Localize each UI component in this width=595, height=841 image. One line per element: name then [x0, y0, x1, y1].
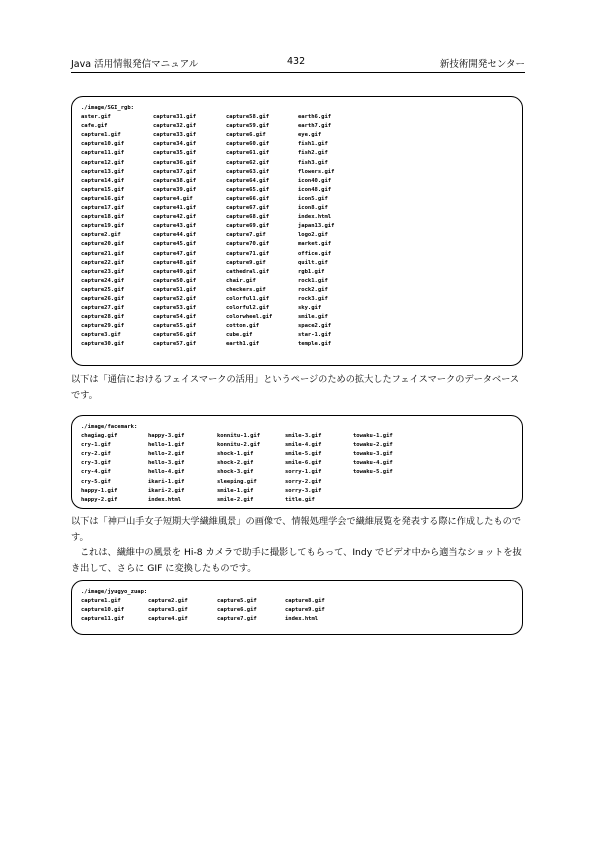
file-name: rock3.gif [298, 295, 328, 302]
file-name: capture66.gif [226, 195, 270, 202]
file-name: capture50.gif [153, 277, 197, 284]
file-name: icon48.gif [298, 186, 332, 193]
paragraph-text: 以下は「神戸山手女子短期大学繊維風景」の画像で、情報処理学会で繊維展覧を発表する際に作成したものです。 [71, 516, 522, 543]
file-column [285, 597, 325, 624]
file-name: happy-3.gif [148, 433, 185, 440]
file-name: market.gif [298, 241, 332, 248]
file-name: rock1.gif [298, 277, 328, 284]
file-name: smile.gif [298, 314, 328, 321]
file-name: capture11.gif [81, 616, 125, 623]
file-name: eye.gif [298, 132, 322, 139]
file-name: capture32.gif [153, 123, 197, 130]
file-name: konnitu-2.gif [217, 442, 261, 449]
file-name: smile-1.gif [217, 487, 254, 494]
file-column [81, 432, 117, 505]
file-name: capture45.gif [153, 241, 197, 248]
file-name: capture9.gif [285, 607, 325, 614]
file-name: capture56.gif [153, 332, 197, 339]
file-name: capture69.gif [226, 223, 270, 230]
file-name: happy-2.gif [81, 496, 118, 503]
file-name: capture35.gif [153, 150, 197, 157]
file-column [148, 597, 188, 624]
file-name: capture12.gif [81, 159, 125, 166]
file-column [217, 597, 257, 624]
file-name: capture3.gif [81, 332, 121, 339]
file-name: capture26.gif [81, 295, 125, 302]
file-name: capture68.gif [226, 214, 270, 221]
file-name: sorry-1.gif [285, 469, 322, 476]
file-name: shock-2.gif [217, 460, 254, 467]
file-name: capture43.gif [153, 223, 197, 230]
file-name: capture17.gif [81, 205, 125, 212]
file-name: konnitu-1.gif [217, 433, 261, 440]
file-name: capture64.gif [226, 177, 270, 184]
paragraph-text: 以下は「通信におけるフェイスマークの活用」というページのための拡大したフェイスマークのデータベースです。 [71, 374, 520, 401]
file-name: capture15.gif [81, 186, 125, 193]
file-name: capture65.gif [226, 186, 270, 193]
file-name: chair.gif [226, 277, 256, 284]
file-name: icon40.gif [298, 177, 332, 184]
directory-listing-facemark [71, 415, 523, 509]
file-column [153, 113, 196, 349]
file-name: smile-3.gif [285, 433, 322, 440]
file-name: capture14.gif [81, 177, 125, 184]
file-name: space2.gif [298, 323, 332, 330]
file-name: capture13.gif [81, 168, 125, 175]
file-name: colorful1.gif [226, 295, 270, 302]
file-name: capture29.gif [81, 323, 125, 330]
file-name: cathedral.gif [226, 268, 270, 275]
file-name: icon8.gif [298, 205, 328, 212]
file-name: cry-4.gif [81, 469, 111, 476]
file-name: smile-4.gif [285, 442, 322, 449]
file-name: cry-2.gif [81, 451, 111, 458]
file-name: capture21.gif [81, 250, 125, 257]
file-name: capture16.gif [81, 195, 125, 202]
file-name: capture25.gif [81, 286, 125, 293]
file-name: japan13.gif [298, 223, 335, 230]
file-name: sleeping.gif [217, 478, 257, 485]
file-name: flowers.gif [298, 168, 335, 175]
file-name: capture24.gif [81, 277, 125, 284]
file-name: logo2.gif [298, 232, 328, 239]
file-name: capture63.gif [226, 168, 270, 175]
file-column [226, 113, 272, 349]
file-name: capture39.gif [153, 186, 197, 193]
file-name: capture28.gif [81, 314, 125, 321]
file-name: capture2.gif [148, 598, 188, 605]
listing-path: ./image/SGI_rgb: [81, 105, 134, 111]
file-column [285, 432, 321, 505]
file-name: cry-1.gif [81, 442, 111, 449]
file-name: earth7.gif [298, 123, 332, 130]
file-name: sky.gif [298, 305, 322, 312]
file-name: capture27.gif [81, 305, 125, 312]
file-name: sorry-3.gif [285, 487, 322, 494]
file-name: ikari-1.gif [148, 478, 185, 485]
file-name: capture19.gif [81, 223, 125, 230]
file-name: fish1.gif [298, 141, 328, 148]
file-name: checkers.gif [226, 286, 266, 293]
file-name: capture23.gif [81, 268, 125, 275]
file-name: capture71.gif [226, 250, 270, 257]
file-name: capture11.gif [81, 150, 125, 157]
file-name: capture22.gif [81, 259, 125, 266]
file-column [298, 113, 334, 349]
file-name: smile-5.gif [285, 451, 322, 458]
file-name: capture1.gif [81, 598, 121, 605]
file-name: towaku-3.gif [353, 451, 393, 458]
file-name: capture55.gif [153, 323, 197, 330]
file-name: shock-3.gif [217, 469, 254, 476]
file-name: capture60.gif [226, 141, 270, 148]
file-name: capture2.gif [81, 232, 121, 239]
file-name: capture62.gif [226, 159, 270, 166]
file-name: hello-4.gif [148, 469, 185, 476]
file-name: happy-1.gif [81, 487, 118, 494]
page-number: 432 [287, 56, 306, 67]
file-name: office.gif [298, 250, 332, 257]
file-name: capture7.gif [217, 616, 257, 623]
file-name: capture57.gif [153, 341, 197, 348]
file-name: hello-1.gif [148, 442, 185, 449]
file-name: capture10.gif [81, 141, 125, 148]
file-name: capture54.gif [153, 314, 197, 321]
file-name: capture31.gif [153, 114, 197, 121]
file-name: rock2.gif [298, 286, 328, 293]
file-name: capture3.gif [148, 607, 188, 614]
file-column [81, 113, 124, 349]
file-name: colorwheel.gif [226, 314, 273, 321]
file-name: ikari-2.gif [148, 487, 185, 494]
file-name: towaku-4.gif [353, 460, 393, 467]
file-name: capture8.gif [285, 598, 325, 605]
file-name: fish3.gif [298, 159, 328, 166]
file-name: capture18.gif [81, 214, 125, 221]
file-name: towaku-5.gif [353, 469, 393, 476]
file-name: colorful2.gif [226, 305, 270, 312]
file-name: capture1.gif [81, 132, 121, 139]
header-title: Java 活用情報発信マニュアル [71, 59, 199, 70]
page-header [71, 56, 525, 70]
file-name: capture30.gif [81, 341, 125, 348]
file-name: chagiag.gif [81, 433, 118, 440]
file-name: earth6.gif [298, 114, 332, 121]
directory-listing-sgi-rgb [71, 96, 523, 366]
file-name: cry-3.gif [81, 460, 111, 467]
file-name: icon5.gif [298, 195, 328, 202]
file-name: capture33.gif [153, 132, 197, 139]
file-name: quilt.gif [298, 259, 328, 266]
file-name: capture51.gif [153, 286, 197, 293]
file-name: capture9.gif [226, 259, 266, 266]
file-name: capture58.gif [226, 114, 270, 121]
file-column [353, 432, 393, 477]
file-name: capture6.gif [226, 132, 266, 139]
file-name: capture53.gif [153, 305, 197, 312]
file-name: capture36.gif [153, 159, 197, 166]
file-name: rgb1.gif [298, 268, 325, 275]
file-name: capture20.gif [81, 241, 125, 248]
file-name: capture6.gif [217, 607, 257, 614]
file-column [148, 432, 184, 505]
file-name: capture4.gif [153, 195, 193, 202]
file-name: smile-6.gif [285, 460, 322, 467]
header-organization: 新技術開発センター [439, 59, 525, 70]
file-name: towaku-1.gif [353, 433, 393, 440]
listing-path: ./image/facemark: [81, 424, 138, 430]
file-name: capture42.gif [153, 214, 197, 221]
file-name: hello-3.gif [148, 460, 185, 467]
file-name: cube.gif [226, 332, 253, 339]
paragraph-text: これは、繊維中の風景を Hi-8 カメラで助手に撮影してもらって、Indy でビデオ中から適当なショットを抜き出して、さらに GIF に変換したものです。 [71, 547, 522, 574]
file-name: towaku-2.gif [353, 442, 393, 449]
header-rule [71, 72, 525, 73]
file-name: capture10.gif [81, 607, 125, 614]
directory-listing-jyugyo [71, 580, 523, 635]
file-name: aster.gif [81, 114, 111, 121]
file-name: capture52.gif [153, 295, 197, 302]
file-name: capture61.gif [226, 150, 270, 157]
file-name: capture38.gif [153, 177, 197, 184]
paragraph-facemark-intro [71, 372, 527, 403]
file-name: capture7.gif [226, 232, 266, 239]
file-name: capture34.gif [153, 141, 197, 148]
file-name: capture44.gif [153, 232, 197, 239]
file-name: temple.gif [298, 341, 332, 348]
file-name: capture37.gif [153, 168, 197, 175]
file-name: capture70.gif [226, 241, 270, 248]
file-name: index.html [285, 616, 319, 623]
file-name: capture67.gif [226, 205, 270, 212]
file-name: cry-5.gif [81, 478, 111, 485]
file-name: capture59.gif [226, 123, 270, 130]
listing-path: ./image/jyugyo_zuap: [81, 589, 148, 595]
file-name: capture48.gif [153, 259, 197, 266]
file-name: hello-2.gif [148, 451, 185, 458]
file-name: shock-1.gif [217, 451, 254, 458]
paragraph-campus-images [71, 514, 527, 576]
file-name: capture5.gif [217, 598, 257, 605]
file-name: capture49.gif [153, 268, 197, 275]
file-name: cafe.gif [81, 123, 108, 130]
file-name: cotton.gif [226, 323, 260, 330]
file-name: sorry-2.gif [285, 478, 322, 485]
file-column [81, 597, 124, 624]
file-name: index.html [148, 496, 182, 503]
file-name: earth1.gif [226, 341, 260, 348]
file-name: index.html [298, 214, 332, 221]
file-name: title.gif [285, 496, 315, 503]
file-name: star-1.gif [298, 332, 332, 339]
file-name: capture41.gif [153, 205, 197, 212]
file-name: capture47.gif [153, 250, 197, 257]
file-name: fish2.gif [298, 150, 328, 157]
file-name: capture4.gif [148, 616, 188, 623]
file-name: smile-2.gif [217, 496, 254, 503]
file-column [217, 432, 260, 505]
